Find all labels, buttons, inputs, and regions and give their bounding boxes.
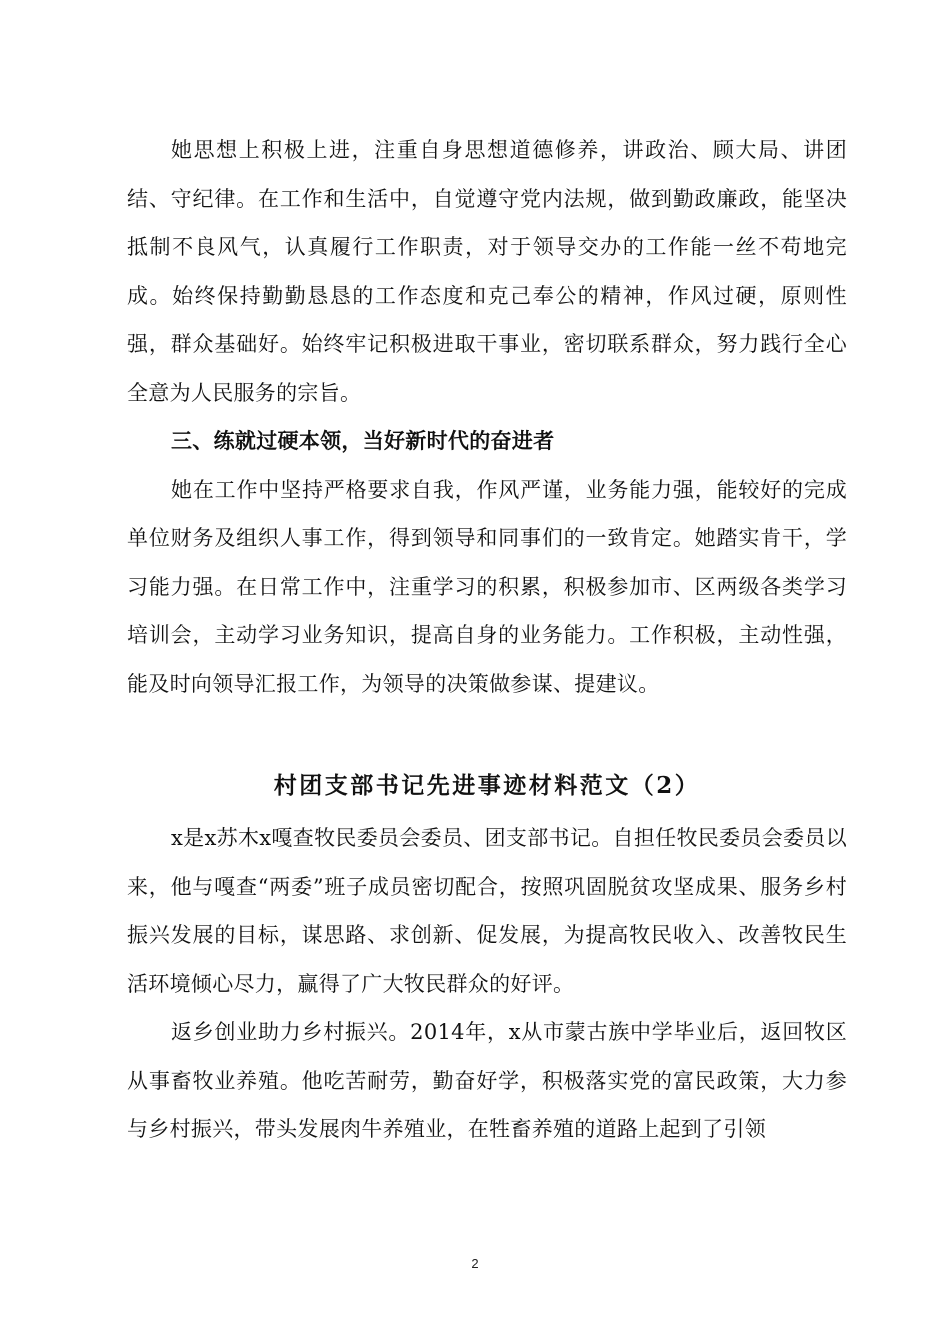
paragraph-skills: 她在工作中坚持严格要求自我，作风严谨，业务能力强，能较好的完成单位财务及组织人事工作，得到领导和同事们的一致肯定。她踏实肯干，学习能力强。在日常工作中，注重学习的积累，积极参加市、区两级各类学习培训会，主动学习业务知识，提高自身的业务能力。工作积极，主动性强，能及时向领导汇报工作，为领导的决策做参谋、提建议。 — [127, 477, 847, 696]
article-title: 村团支部书记先进事迹材料范文（2） — [273, 772, 701, 799]
paragraph-intro: x是x苏木x嘎查牧民委员会委员、团支部书记。自担任牧民委员会委员以来，他与嘎查“两委”班子成员密切配合，按照巩固脱贫攻坚成果、服务乡村振兴发展的目标，谋思路、求创新、促发展，为提高牧民收入、改善牧民生活环境倾心尽力，赢得了广大牧民群众的好评。 — [127, 826, 847, 996]
paragraph-return-home: 返乡创业助力乡村振兴。2014年，x从市蒙古族中学毕业后，返回牧区从事畜牧业养殖。他吃苦耐劳，勤奋好学，积极落实党的富民政策，大力参与乡村振兴，带头发展肉牛养殖业，在牲畜养殖的道路上起到了引领 — [127, 1020, 847, 1141]
paragraph-integrity: 她思想上积极上进，注重自身思想道德修养，讲政治、顾大局、讲团结、守纪律。在工作和生活中，自觉遵守党内法规，做到勤政廉政，能坚决抵制不良风气，认真履行工作职责，对于领导交办的工作能一丝不苟地完成。始终保持勤勤恳恳的工作态度和克己奉公的精神，作风过硬，原则性强，群众基础好。始终牢记积极进取干事业，密切联系群众，努力践行全心全意为人民服务的宗旨。 — [127, 138, 847, 405]
page-content — [127, 126, 847, 1154]
page-number: 2 — [471, 1256, 479, 1271]
section-heading: 三、练就过硬本领，当好新时代的奋进者 — [171, 428, 555, 453]
